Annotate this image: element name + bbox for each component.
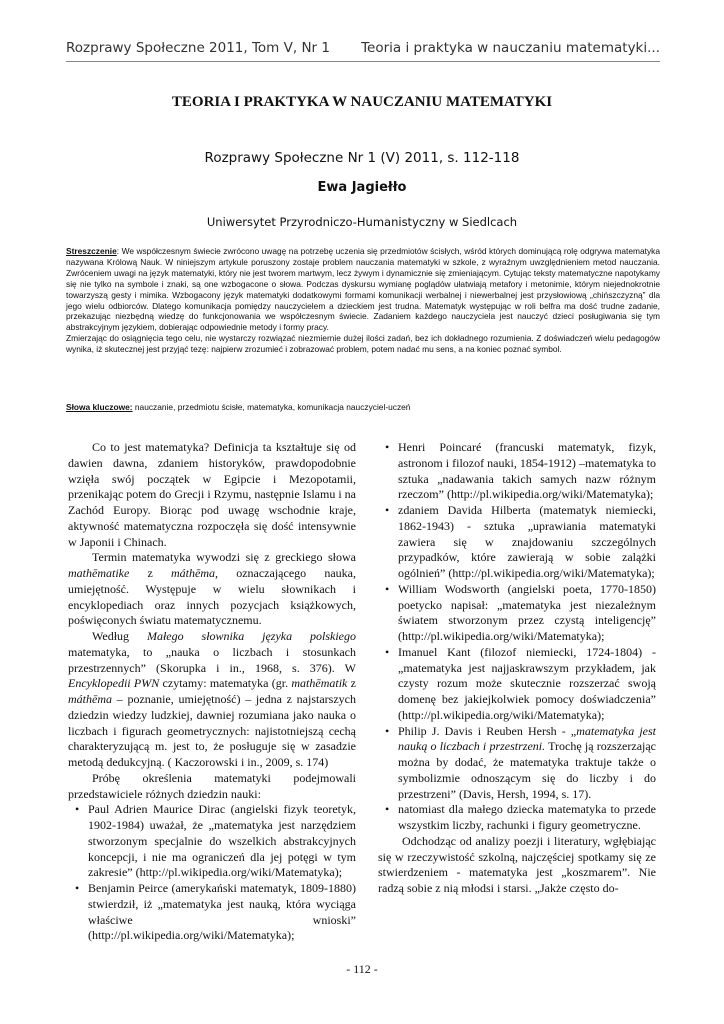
quote-list <box>378 440 656 834</box>
running-title: Teoria i praktyka w nauczaniu matematyki... <box>361 40 660 56</box>
body-paragraph: Odchodząc od analizy poezji i literatury, wgłębiając się w rzeczywistość szkolną, najczęściej spotkamy się ze stwierdzeniem - matematyka jest „koszmarem”. Nie radzą sobie z nią młodsi i starsi. „Jakże często do- <box>378 833 656 895</box>
text-run: – poznanie, umiejętność) – jedna z najstarszych dziedzin wiedzy ludzkiej, dawniej rozumiana jako nauka o liczbach i figurach geometrycznych: najistotniejszą cechą charakteryzującą m. jest to, że posługuje się w zasadzie metodą dedukcyjną. ( Kaczorowski i in., 2009, s. 174) <box>68 692 356 769</box>
keywords-text: nauczanie, przedmiotu ścisłe, matematyka, komunikacja nauczyciel-uczeń <box>134 402 411 412</box>
list-item: • William Wodsworth (angielski poeta, 1770-1850) poetycko napisał: „matematyka jest niezależnym światem stworzonym przez czystą inteligencję” (http://pl.wikipedia.org/wiki/Matematyka); <box>398 582 656 645</box>
list-item: • zdaniem Davida Hilberta (matematyk niemiecki, 1862-1943) - sztuka „uprawiania matematyki zawiera się w znajdowaniu szczególnych przypadków, które zawierają w sobie zalążki ogólnień” (http://pl.wikipedia.org/wiki/Matematyka); <box>398 503 656 582</box>
author-affiliation: Uniwersytet Przyrodniczo-Humanistyczny w Siedlcach <box>206 215 518 229</box>
text-run: oznaczającego nauka, umiejętność. Występuje w wielu słownikach i encyklopediach oraz innych pozycjach książkowych, poświęconych światu matematycznemu. <box>68 566 356 628</box>
source-title: Małego słownika języka polskiego <box>146 629 357 643</box>
author-name: Ewa Jagiełło <box>317 180 407 195</box>
list-item: • Paul Adrien Maurice Dirac (angielski fizyk teoretyk, 1902-1984) uważał, że „matematyka jest narzędziem stworzonym specjalnie do wszelkich abstrakcyjnych koncepcji, i nie ma ograniczeń dla jej potęgi w tym zakresie” (http://pl.wikipedia.org/wiki/Matematyka); <box>88 802 356 881</box>
article-title: TEORIA I PRAKTYKA W NAUCZANIU MATEMATYKI <box>171 94 553 110</box>
text-run: z <box>129 566 172 580</box>
article-citation: Rozprawy Społeczne Nr 1 (V) 2011, s. 112-118 <box>204 150 520 166</box>
running-header <box>66 40 660 62</box>
body-paragraph: Co to jest matematyka? Definicja ta kształtuje się od dawien dawna, zdaniem historyków, prawdopodobnie wzięła swój początek w Egipcie i Mezopotamii, przenikając potem do Grecji i Rzymu, następnie Islamu i na Zachód Europy. Biorąc pod uwagę wschodnie kraje, aktywność matematyczna rozpoczęła się dość intensywnie w Japonii i Chinach. <box>68 440 356 549</box>
keywords <box>66 402 660 413</box>
list-item: • Benjamin Peirce (amerykański matematyk, 1809-1880) stwierdził, iż „matematyka jest nauką, która wyciąga właściwe wnioski” (http://pl.wikipedia.org/wiki/Matematyka); <box>88 881 356 944</box>
list-item: • Imanuel Kant (filozof niemiecki, 1724-1804) - „matematyka jest najjaskrawszym przykładem, jak czysty rozum może skutecznie rozszerzać swoją domenę bez jakiejkolwiek pomocy doświadczenia” (http://pl.wikipedia.org/wiki/Matematyka); <box>398 645 656 724</box>
body-column-left <box>68 440 356 944</box>
body-column-right <box>378 440 656 897</box>
quoted-definition: matematyka jest nauką o liczbach i przestrzeni. <box>398 723 656 754</box>
abstract-paragraph: Zmierzając do osiągnięcia tego celu, nie wystarczy rozwiązać niezmiernie dużej ilości zadań, bez ich dokładnego rozumienia. Z doświadczeń wielu pedagogów wynika, iż skutecznej jest przyjąć tezę: najpierw zrozumieć i zobrazować problem, potem nadać mu sens, a na koniec poznać symbol. <box>66 333 660 355</box>
source-title: Encyklopedii PWN <box>68 676 160 691</box>
greek-term: mathēmatik <box>291 676 348 691</box>
text-run: Termin matematyka wywodzi się z greckiego słowa <box>92 550 356 565</box>
abstract-label: Streszczenie <box>66 246 117 256</box>
greek-term: mathēmatike <box>68 566 130 580</box>
text-run: Według <box>92 629 147 643</box>
text-run: z <box>347 676 357 691</box>
text-run: Trochę ją rozszerzając można by dodać, że matematyka traktuje także o symbolizmie odnoszącym się do liczby i do przestrzeni” (Davis, Hersh, 1994, s. 17). <box>398 739 657 801</box>
list-item: • Henri Poincaré (francuski matematyk, fizyk, astronom i filozof nauki, 1854-1912) –matematyka to sztuka „nadawania takich samych nazw różnym rzeczom” (http://pl.wikipedia.org/wiki/Matematyka); <box>398 440 656 503</box>
list-item <box>398 724 656 803</box>
keywords-label: Słowa kluczowe: <box>66 402 133 412</box>
journal-issue: Rozprawy Społeczne 2011, Tom V, Nr 1 <box>66 40 330 56</box>
abstract-paragraph: Streszczenie: We współczesnym świecie zwrócono uwagę na potrzebę uczenia się przedmiotów ścisłych, wśród których dominującą rolę odgrywa matematyka nazywana Królową Nauk. W niniejszym artykule poruszony zostaje problem nauczania matematyki w szkole, z wyraźnym uwzględnieniem metod nauczania. Zwróceniem uwagi na język matematyki, który nie jest tworem martwym, lecz żywym i dynamicznie się zmieniającym. Cytując teksty matematyczne napotykamy się nie tylko na symbole i znaki, są one wzbogacone o słowa. Podczas dyskursu wymianę poglądów ułatwiają metafory i metonimie, którym niejednokrotnie towarzyszą gesty i mimika. Wzbogacony język matematyki dodatkowymi formami komunikacji werbalnej i niewerbalnej jest przysłowiową „chińszczyzną” dla jego wielu odbiorców. Dlatego komunikacja pomiędzy nauczycielem a dzieckiem jest trudna. Matematyk występując w roli belfra ma dość trudne zadanie, przekazując niezbędną wiedzę do funkcjonowania we współczesnym świecie. Zadaniem każdego nauczyciela jest nauczyć dzieci posługiwania się tym abstrakcyjnym językiem, dobierając odpowiednie metody i formy pracy. <box>66 246 661 333</box>
body-paragraph <box>68 629 356 771</box>
greek-term: máthēma <box>68 692 112 706</box>
text-run: matematyka, to „nauka o liczbach i stosunkach przestrzennych” (Skorupka i in., 1968, s. 376). W <box>68 644 356 675</box>
list-item: • natomiast dla małego dziecka matematyka to przede wszystkim liczby, rachunki i figury geometryczne. <box>398 802 656 834</box>
page-number: - 112 - <box>346 962 378 976</box>
greek-term: máthēma, <box>171 566 219 580</box>
abstract-text: We współczesnym świecie zwrócono uwagę na potrzebę uczenia się przedmiotów ścisłych, wśród których dominującą rolę odgrywa matematyka nazywana Królową Nauk. W niniejszym artykule poruszony zostaje problem nauczania matematyki w szkole, z wyraźnym uwzględnieniem metod nauczania. Zwróceniem uwagi na język matematyki, który nie jest tworem martwym, lecz żywym i dynamicznie się zmieniającym. Cytując teksty matematyczne napotykamy się nie tylko na symbole i znaki, są one wzbogacone o słowa. Podczas dyskursu wymianę poglądów ułatwiają metafory i metonimie, którym niejednokrotnie towarzyszą gesty i mimika. Wzbogacony język matematyki dodatkowymi formami komunikacji werbalnej i niewerbalnej jest przysłowiową „chińszczyzną” dla jego wielu odbiorców. Dlatego komunikacja pomiędzy nauczycielem a dzieckiem jest trudna. Matematyk występując w roli belfra ma dość trudne zadanie, przekazując niezbędną wiedzę do funkcjonowania we współczesnym świecie. Zadaniem każdego nauczyciela jest nauczyć dzieci posługiwania się tym abstrakcyjnym językiem, dobierając odpowiednie metody i formy pracy. <box>66 246 661 333</box>
body-paragraph: Próbę określenia matematyki podejmowali przedstawiciele różnych dziedzin nauki: <box>68 770 356 801</box>
abstract <box>66 246 660 355</box>
text-run: czytamy: matematyka (gr. <box>159 676 292 691</box>
text-run: Philip J. Davis i Reuben Hersh - „ <box>398 723 577 738</box>
quote-list <box>68 802 356 944</box>
body-paragraph <box>68 550 356 629</box>
